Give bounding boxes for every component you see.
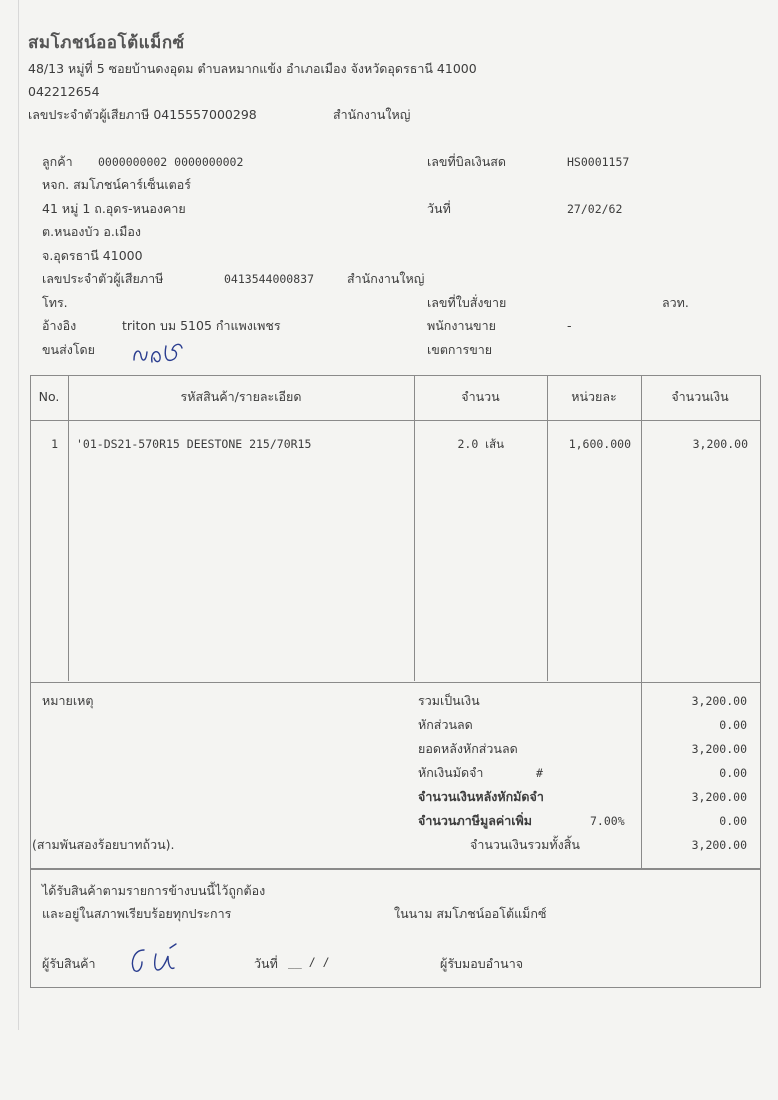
customer-ref-value: triton บม 5105 กำแพงเพชร bbox=[122, 318, 281, 333]
seller-tax-id: เลขประจำตัวผู้เสียภาษี 0415557000298 bbox=[28, 107, 257, 122]
header-quantity: จำนวน bbox=[461, 389, 500, 404]
summary-extra-vat: 7.00% bbox=[590, 814, 625, 828]
po-label: เลขที่ใบสั่งขาย bbox=[427, 295, 507, 310]
customer-label: ลูกค้า bbox=[42, 154, 73, 169]
customer-address-3: จ.อุดรธานี 41000 bbox=[42, 248, 143, 263]
receiver-label: ผู้รับสินค้า bbox=[42, 956, 96, 971]
customer-ship-label: ขนส่งโดย bbox=[42, 342, 95, 357]
header-amount: จำนวนเงิน bbox=[671, 389, 729, 404]
received-line-2: และอยู่ในสภาพเรียบร้อยทุกประการ bbox=[42, 906, 232, 921]
summary-label-vat: จำนวนภาษีมูลค่าเพิ่ม bbox=[418, 813, 532, 828]
col-divider bbox=[68, 375, 69, 681]
receive-date-blank: __ / / bbox=[288, 955, 330, 969]
summary-value-subtotal: 3,200.00 bbox=[691, 694, 747, 708]
authorized-label: ผู้รับมอบอำนาจ bbox=[440, 956, 524, 971]
summary-extra-deposit: # bbox=[536, 766, 543, 780]
seller-name: สมโภชน์ออโต้แม็กซ์ bbox=[28, 33, 185, 53]
row-unit-price: 1,600.000 bbox=[568, 437, 631, 451]
summary-value-grand-total: 3,200.00 bbox=[691, 838, 747, 852]
salesperson-value: - bbox=[567, 318, 572, 333]
summary-value-discount: 0.00 bbox=[719, 718, 747, 732]
summary-label-subtotal: รวมเป็นเงิน bbox=[418, 693, 480, 708]
summary-label-grand-total: จำนวนเงินรวมทั้งสิ้น bbox=[470, 837, 580, 852]
summary-value-deposit: 0.00 bbox=[719, 766, 747, 780]
date-label: วันที่ bbox=[427, 201, 451, 216]
col-divider bbox=[547, 375, 548, 681]
summary-label-after-deposit: จำนวนเงินหลังหักมัดจำ bbox=[418, 789, 544, 804]
summary-label-deposit: หักเงินมัดจำ bbox=[418, 765, 484, 780]
seller-phone: 042212654 bbox=[28, 84, 100, 99]
salesperson-label: พนักงานขาย bbox=[427, 318, 496, 333]
header-no: No. bbox=[38, 389, 60, 404]
sales-area-label: เขตการขาย bbox=[427, 342, 493, 357]
customer-ref-label: อ้างอิง bbox=[42, 318, 77, 333]
seller-address: 48/13 หมู่ที่ 5 ซอยบ้านดงอุดม ตำบลหมากแข้ง อำเภอเมือง จังหวัดอุดรธานี 41000 bbox=[28, 61, 477, 76]
col-divider bbox=[414, 375, 415, 681]
table-header-divider bbox=[30, 420, 760, 421]
receiver-signature-image bbox=[126, 940, 196, 976]
receive-date-label: วันที่ bbox=[254, 956, 278, 971]
customer-name: หจก. สมโภชน์คาร์เซ็นเตอร์ bbox=[42, 177, 191, 192]
customer-phone-label: โทร. bbox=[42, 295, 68, 310]
customer-tax-id: 0413544000837 bbox=[224, 272, 315, 286]
summary-value-after-discount: 3,200.00 bbox=[691, 742, 747, 756]
row-no: 1 bbox=[51, 437, 58, 451]
customer-address-2: ต.หนองบัว อ.เมือง bbox=[42, 224, 142, 239]
customer-address-1: 41 หมู่ 1 ถ.อุดร-หนองคาย bbox=[42, 201, 186, 216]
remark-label: หมายเหตุ bbox=[42, 693, 94, 708]
po-value: ลวท. bbox=[662, 295, 689, 310]
summary-label-discount: หักส่วนลด bbox=[418, 717, 473, 732]
customer-branch: สำนักงานใหญ่ bbox=[347, 271, 425, 286]
header-description: รหัสสินค้า/รายละเอียด bbox=[180, 389, 302, 404]
header-unit-price: หน่วยละ bbox=[571, 389, 617, 404]
on-behalf-of: ในนาม สมโภชน์ออโต้แม็กซ์ bbox=[394, 906, 547, 921]
seller-branch: สำนักงานใหญ่ bbox=[333, 107, 411, 122]
bill-no: HS0001157 bbox=[567, 155, 630, 169]
items-table bbox=[30, 375, 761, 683]
summary-value-vat: 0.00 bbox=[719, 814, 747, 828]
invoice-date: 27/02/62 bbox=[567, 202, 623, 216]
bill-no-label: เลขที่บิลเงินสด bbox=[427, 154, 506, 169]
customer-tax-label: เลขประจำตัวผู้เสียภาษี bbox=[42, 271, 164, 286]
scan-edge bbox=[18, 0, 19, 1030]
summary-value-after-deposit: 3,200.00 bbox=[691, 790, 747, 804]
received-line-1: ได้รับสินค้าตามรายการข้างบนนี้ไว้ถูกต้อง bbox=[42, 883, 266, 898]
row-amount: 3,200.00 bbox=[692, 437, 748, 451]
amount-in-words: (สามพันสองร้อยบาทถ้วน). bbox=[32, 837, 175, 852]
shipper-handwriting-image bbox=[128, 336, 198, 368]
row-description: '01-DS21-570R15 DEESTONE 215/70R15 bbox=[76, 437, 312, 451]
col-divider bbox=[641, 375, 642, 681]
row-quantity: 2.0 เส้น bbox=[457, 437, 504, 451]
summary-label-after-discount: ยอดหลังหักส่วนลด bbox=[418, 741, 518, 756]
customer-code: 0000000002 0000000002 bbox=[98, 155, 244, 169]
